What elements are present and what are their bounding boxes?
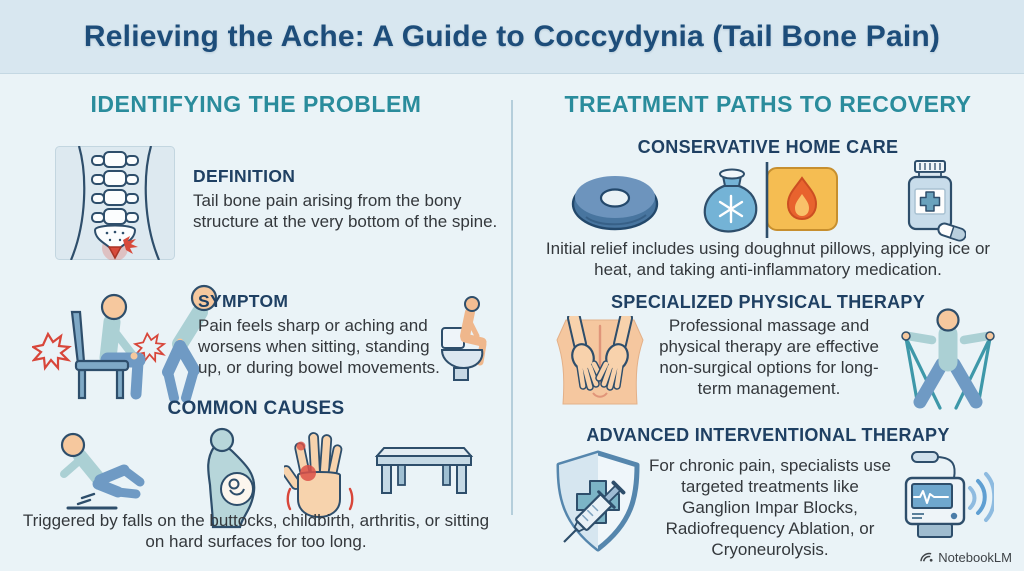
- band-stretch-icon: [896, 308, 1000, 412]
- home-care-heading: CONSERVATIVE HOME CARE: [637, 137, 899, 157]
- definition-heading: DEFINITION: [193, 166, 296, 186]
- shield-syringe-icon: [550, 450, 646, 554]
- notebooklm-logo-icon: [919, 551, 934, 564]
- doughnut-pillow-icon: [568, 168, 662, 234]
- left-column-heading: IDENTIFYING THE PROBLEM: [90, 91, 422, 117]
- rf-device-icon: [898, 448, 994, 546]
- watermark: [919, 550, 1012, 565]
- title-banner: [0, 0, 1024, 74]
- ice-heat-icon: [695, 160, 845, 240]
- toilet-icon: [438, 294, 496, 386]
- arthritis-hand-icon: [284, 425, 356, 521]
- page-title: Relieving the Ache: A Guide to Coccydynia (Tail Bone Pain): [83, 19, 941, 53]
- right-column-heading: TREATMENT PATHS TO RECOVERY: [564, 91, 972, 117]
- physical-therapy-text: Professional massage and physical therapy are effective non-surgical options for long-term management.: [659, 316, 879, 399]
- definition-text: Tail bone pain arising from the bony structure at the very bottom of the spine.: [193, 191, 498, 232]
- falling-icon: [56, 432, 148, 514]
- coccyx-spine-icon: [55, 146, 175, 260]
- medication-icon: [900, 158, 966, 242]
- watermark-label: NotebookLM: [938, 550, 1012, 565]
- interventional-text: For chronic pain, specialists use targeted treatments like Ganglion Impar Blocks, Radiofrequency Ablation, or Cryoneurolysis.: [649, 456, 891, 560]
- symptom-text: Pain feels sharp or aching and worsens when sitting, standing up, or during bowel movements.: [198, 316, 440, 378]
- causes-text: Triggered by falls on the buttocks, childbirth, arthritis, or sitting on hard surfaces for too long.: [22, 511, 490, 552]
- bench-icon: [374, 442, 474, 500]
- physical-therapy-heading: SPECIALIZED PHYSICAL THERAPY: [610, 292, 926, 312]
- symptom-heading: SYMPTOM: [198, 291, 289, 311]
- causes-heading: COMMON CAUSES: [167, 398, 345, 419]
- interventional-heading: ADVANCED INTERVENTIONAL THERAPY: [586, 425, 950, 445]
- massage-icon: [550, 316, 650, 408]
- home-care-text: Initial relief includes using doughnut pillows, applying ice or heat, and taking anti-inflammatory medication.: [545, 239, 991, 280]
